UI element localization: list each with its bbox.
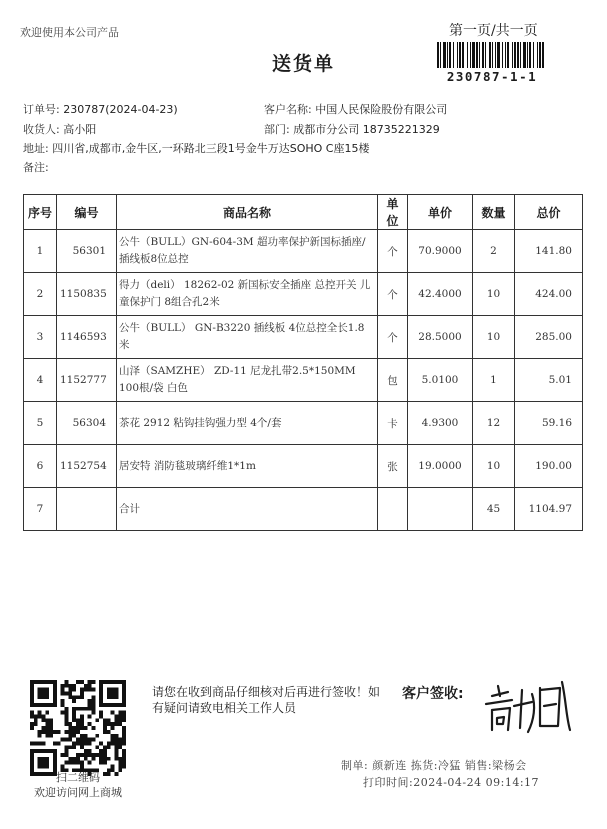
col-header-qty: 数量 xyxy=(473,195,515,230)
table-row xyxy=(24,445,583,488)
staff-info: 制单: 颜新连 拣货:冷猛 销售:梁杨会 xyxy=(341,759,527,772)
col-header-unit: 单位 xyxy=(378,195,408,230)
cell-code: 56304 xyxy=(57,402,117,445)
cell-product: 公牛（BULL）GN-604-3M 超功率保护新国标插座/插线板8位总控 xyxy=(117,230,378,273)
receipt-notice: 请您在收到商品仔细核对后再进行签收！如有疑问请致电相关工作人员 xyxy=(152,685,381,715)
cell-price-empty xyxy=(408,488,473,531)
cell-qty: 10 xyxy=(473,273,515,316)
handwritten-signature xyxy=(478,676,578,736)
cell-price: 19.0000 xyxy=(408,445,473,488)
cell-index: 1 xyxy=(24,230,57,273)
cell-unit: 卡 xyxy=(378,402,408,445)
cell-product: 居安特 消防毯玻璃纤维1*1m xyxy=(117,445,378,488)
receiver-value: 高小阳 xyxy=(63,123,97,136)
cell-code: 1150835 xyxy=(57,273,117,316)
col-header-total: 总价 xyxy=(515,195,583,230)
order-number xyxy=(23,101,178,117)
cell-total: 5.01 xyxy=(515,359,583,402)
cell-unit: 包 xyxy=(378,359,408,402)
cell-qty: 10 xyxy=(473,445,515,488)
cell-qty: 12 xyxy=(473,402,515,445)
cell-product: 茶花 2912 粘钩挂钩强力型 4个/套 xyxy=(117,402,378,445)
qr-caption xyxy=(20,770,136,800)
table-row xyxy=(24,316,583,359)
welcome-text: 欢迎使用本公司产品 xyxy=(20,26,119,39)
cell-product: 公牛（BULL） GN-B3220 插线板 4位总控全长1.8米 xyxy=(117,316,378,359)
address-label: 地址: xyxy=(23,142,49,155)
cell-total: 190.00 xyxy=(515,445,583,488)
table-row xyxy=(24,273,583,316)
total-label: 合计 xyxy=(117,488,378,531)
print-time: 打印时间:2024-04-24 09:14:17 xyxy=(363,776,540,789)
cell-index: 6 xyxy=(24,445,57,488)
cell-code: 1146593 xyxy=(57,316,117,359)
cell-code: 1152754 xyxy=(57,445,117,488)
col-header-product: 商品名称 xyxy=(117,195,378,230)
cell-unit: 个 xyxy=(378,273,408,316)
cell-price: 28.5000 xyxy=(408,316,473,359)
address-value: 四川省,成都市,金牛区,一环路北三段1号金牛万达SOHO C座15楼 xyxy=(52,142,370,155)
cell-product: 山泽（SAMZHE） ZD-11 尼龙扎带2.5*150MM 100根/袋 白色 xyxy=(117,359,378,402)
cell-index: 3 xyxy=(24,316,57,359)
cell-code: 56301 xyxy=(57,230,117,273)
cell-total: 141.80 xyxy=(515,230,583,273)
document-title: 送货单 xyxy=(271,53,335,75)
page-info: 第一页/共一页 xyxy=(449,23,538,39)
table-row xyxy=(24,359,583,402)
cell-index: 2 xyxy=(24,273,57,316)
receiver-label: 收货人: xyxy=(23,123,60,136)
cell-unit-empty xyxy=(378,488,408,531)
cell-total: 285.00 xyxy=(515,316,583,359)
table-row xyxy=(24,230,583,273)
col-header-code: 编号 xyxy=(57,195,117,230)
total-qty: 45 xyxy=(473,488,515,531)
cell-price: 5.0100 xyxy=(408,359,473,402)
total-amount: 1104.97 xyxy=(515,488,583,531)
cell-qty: 2 xyxy=(473,230,515,273)
col-header-index: 序号 xyxy=(24,195,57,230)
customer-signature-label: 客户签收: xyxy=(402,686,464,702)
cell-qty: 10 xyxy=(473,316,515,359)
department-label: 部门: xyxy=(264,123,290,136)
customer-name xyxy=(264,101,447,117)
barcode-number: 230787-1-1 xyxy=(446,69,538,84)
qr-caption-line2: 欢迎访问网上商城 xyxy=(34,786,122,799)
address xyxy=(23,140,369,156)
cell-code-empty xyxy=(57,488,117,531)
customer-name-label: 客户名称: xyxy=(264,103,312,116)
qr-code xyxy=(30,680,126,776)
cell-total: 424.00 xyxy=(515,273,583,316)
cell-code: 1152777 xyxy=(57,359,117,402)
table-total-row xyxy=(24,488,583,531)
cell-unit: 个 xyxy=(378,230,408,273)
cell-price: 42.4000 xyxy=(408,273,473,316)
qr-caption-line1: 扫二维码 xyxy=(56,771,100,784)
cell-qty: 1 xyxy=(473,359,515,402)
cell-price: 70.9000 xyxy=(408,230,473,273)
order-number-value: 230787(2024-04-23) xyxy=(63,103,178,116)
table-header-row xyxy=(24,195,583,230)
cell-unit: 张 xyxy=(378,445,408,488)
cell-product: 得力（deli） 18262-02 新国标安全插座 总控开关 儿童保护门 8组合孔2米 xyxy=(117,273,378,316)
cell-price: 4.9300 xyxy=(408,402,473,445)
cell-index: 4 xyxy=(24,359,57,402)
cell-index: 7 xyxy=(24,488,57,531)
cell-unit: 个 xyxy=(378,316,408,359)
cell-total: 59.16 xyxy=(515,402,583,445)
table-row xyxy=(24,402,583,445)
department xyxy=(264,121,440,137)
remark xyxy=(23,159,49,175)
customer-name-value: 中国人民保险股份有限公司 xyxy=(315,103,448,116)
receiver xyxy=(23,121,96,137)
department-value: 成都市分公司 18735221329 xyxy=(293,123,440,136)
remark-label: 备注: xyxy=(23,161,49,174)
items-table xyxy=(23,194,583,531)
col-header-price: 单价 xyxy=(408,195,473,230)
order-number-label: 订单号: xyxy=(23,103,60,116)
cell-index: 5 xyxy=(24,402,57,445)
